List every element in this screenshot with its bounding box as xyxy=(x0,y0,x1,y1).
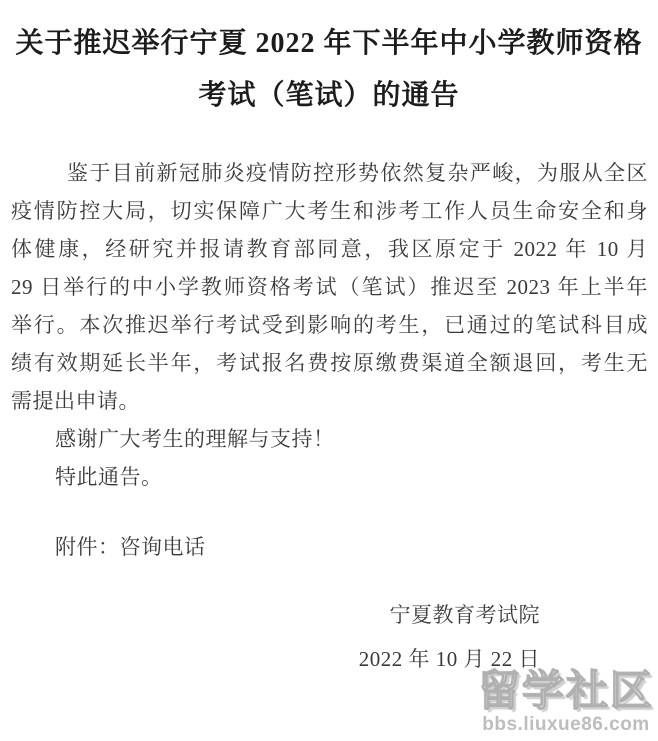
body-line: 绩有效期延长半年，考试报名费按原缴费渠道全额退回，考生无 xyxy=(11,351,648,375)
watermark-url-text: bbs.liuxue86.com xyxy=(482,714,650,735)
body-line: 需提出申请。 xyxy=(11,389,140,413)
watermark xyxy=(478,668,654,735)
body-line: 举行。本次推迟举行考试受到影响的考生，已通过的笔试科目成 xyxy=(11,313,648,337)
signature-block xyxy=(0,596,658,678)
body-line: 疫情防控大局，切实保障广大考生和涉考工作人员生命安全和身 xyxy=(11,199,648,223)
notice-close-line: 特此通告。 xyxy=(55,465,163,489)
notice-page xyxy=(0,18,658,741)
attachment-line: 附件：咨询电话 xyxy=(55,535,206,559)
watermark-brand-text: 留学社区 xyxy=(477,667,654,714)
thanks-line: 感谢广大考生的理解与支持！ xyxy=(55,427,335,451)
notice-title xyxy=(0,18,658,122)
notice-body xyxy=(11,154,648,566)
notice-title-line-2: 考试（笔试）的通告 xyxy=(198,80,460,111)
body-line: 29 日举行的中小学教师资格考试（笔试）推迟至 2023 年上半年 xyxy=(11,275,648,299)
issuer-name: 宁夏教育考试院 xyxy=(389,603,540,627)
notice-title-line-1: 关于推迟举行宁夏 2022 年下半年中小学教师资格 xyxy=(15,28,643,59)
issue-date: 2022 年 10 月 22 日 xyxy=(358,647,540,671)
body-line: 鉴于目前新冠肺炎疫情防控形势依然复杂严峻，为服从全区 xyxy=(67,161,648,185)
body-line: 体健康，经研究并报请教育部同意，我区原定于 2022 年 10 月 xyxy=(11,237,648,261)
